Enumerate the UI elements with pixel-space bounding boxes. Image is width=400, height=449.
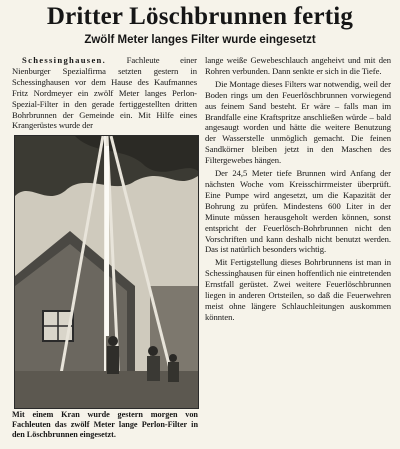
article-photo bbox=[14, 135, 199, 409]
subheadline: Zwölf Meter langes Filter wurde eingesetzt bbox=[84, 34, 316, 46]
crane-scaffold-photo bbox=[15, 136, 198, 408]
lead-paragraph-text: Fachleute einer Nienburger Spezialfirma setzten gestern in Schessinghausen vor dem Hause des Kaufmannes Fritz Nordmeyer ein zwölf Meter langes Perlon-Spezial-Filter in den gerade fertiggestellten dritten Bohrbrunnen der Gemeinde ein. Mit Hilfe eines Krangerüstes wurde der bbox=[12, 55, 197, 131]
headline: Dritter Löschbrunnen fertig bbox=[46, 3, 354, 30]
right-column bbox=[205, 55, 391, 323]
lead-paragraph bbox=[12, 55, 197, 131]
left-column bbox=[12, 55, 197, 131]
paragraph-readiness: Mit Fertigstellung dieses Bohrbrunnens ist man in Schessinghausen für einen hoffentlich nie eintretenden Ernstfall gerüstet. Zwei weitere Feuerlöschbrunnen liegen in anderen Ortsteilen, so daß die Feuerwehren meist ohne längere Schlauchleitungen auskommen könnten. bbox=[205, 257, 391, 322]
paragraph-filter: Die Montage dieses Filters war notwendig, weil der Boden rings um den Feuerlöschbrunnen vorwiegend aus feinem Sand besteht. Er wäre – falls man im Brandfalle eine Kraftspritze anschließen würde – bald angesaugt worden und hätte die weitere Benutzung der Wasserstelle unmöglich gemacht. Die feinen Sandkörner bleiben jetzt in den Maschen des Filtergewebes hängen. bbox=[205, 78, 391, 166]
paragraph-depth: Der 24,5 Meter tiefe Brunnen wird Anfang der nächsten Woche vom Kreisschirrmeister überprüft. Eine Pumpe wird angesetzt, um die Kapazität der Bohrung zu prüfen. Mindestens 600 Liter in der Minute müssen herausgeholt werden können, sonst entspricht der Feuerlösch-Bohrbrunnen nicht den Vorschriften und kann deshalb nicht benutzt werden. Das ist natürlich besonders wichtig. bbox=[205, 168, 391, 255]
photo-caption: Mit einem Kran wurde gestern morgen von Fachleuten das zwölf Meter lange Perlon-Filter in den Löschbrunnen eingesetzt. bbox=[12, 410, 198, 440]
paragraph-continuation: lange weiße Gewebeschlauch angeheivt und mit den Rohren verbunden. Dann senkte er sich in die Tiefe. bbox=[205, 55, 391, 76]
dateline: Schessinghausen. bbox=[22, 55, 107, 65]
